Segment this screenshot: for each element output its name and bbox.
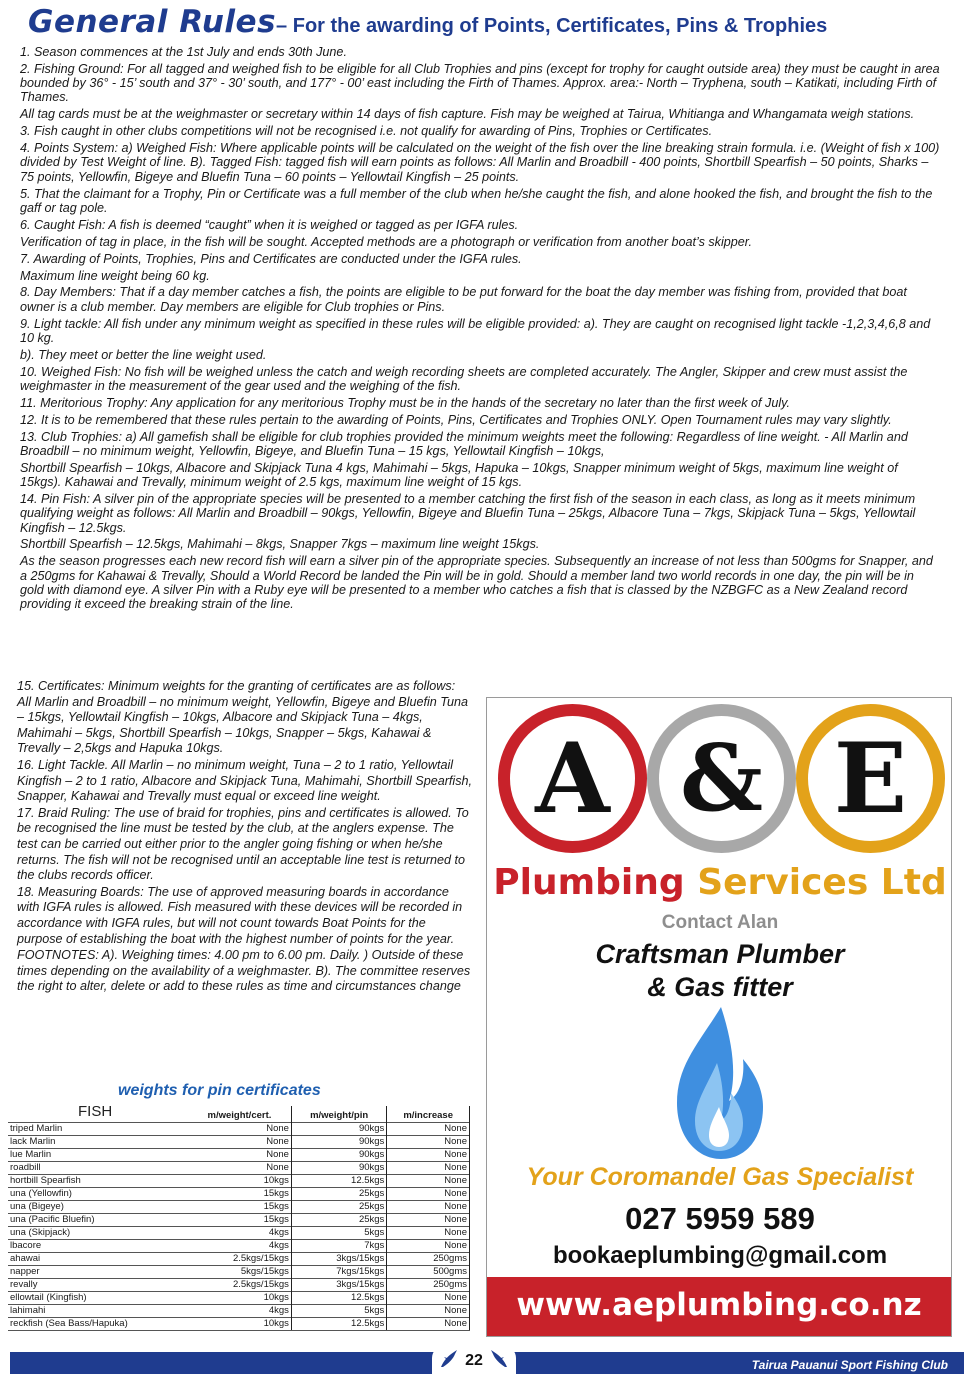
rule-paragraph: FOOTNOTES: A). Weighing times: 4.00 pm to 6.00 pm. Daily. ) Outside of these times depending on the availability of a weighmaster. B). The committee reserves the right to alter, delete or add to these rules as time and circumstances change xyxy=(17,948,471,994)
rule-paragraph: 15. Certificates: Minimum weights for the granting of certificates are as follows: All Marlin and Broadbill – no minimum weight, Yellowfin, Bigeye and Bluefin Tuna – 15kgs, Yellowtail Kingfish – 10kgs, Albacore and Skipjack Tuna – 4kgs, Mahimahi – 5kgs, Shortbill Spearfish – 10kgs, Snapper – 5kgs, Kahawai & Trevally – 2,5kgs and Hapuka 10kgs. xyxy=(17,679,469,756)
fish-name-cell: lahimahi xyxy=(8,1305,188,1318)
cert-weight-cell: 4kgs xyxy=(188,1227,291,1240)
rule-paragraph: All tag cards must be at the weighmaster or secretary within 14 days of fish capture. Fish may be weighed at Tairua, Whitianga and Whangamata weigh stations. xyxy=(20,107,915,122)
page-subtitle: – For the awarding of Points, Certificates, Pins & Trophies xyxy=(276,15,828,37)
cert-weight-cell: 15kgs xyxy=(188,1188,291,1201)
page-header xyxy=(28,4,958,44)
increase-cell: 500gms xyxy=(387,1266,470,1279)
cert-weight-cell: 15kgs xyxy=(188,1214,291,1227)
rule-paragraph: 4. Points System: a) Weighed Fish: Where applicable points will be calculated on the weight of the fish over the line breaking strain formula. i.e. (Weight of fish x 100) divided by Test Weight of line. B). Tagged Fish: tagged fish will earn points as follows: All Marlin and Broadbill - 400 points, Shortbill Spearfish – 50 points, Sharks – 75 points, Yellowfin, Bigeye and Bluefin Tuna – 60 points – Yellowtail Kingfish – 25 points. xyxy=(20,141,940,184)
rule-paragraph: Shortbill Spearfish – 10kgs, Albacore and Skipjack Tuna 4 kgs, Mahimahi – 5kgs, Hapuka – 10kgs, Snapper minimum weight of 5kgs, maximum line weight of 15kgs). Kahawai and Trevally, minimum weight of 2.5 kgs, maximum line weight of 15 kgs. xyxy=(20,460,898,490)
table-row xyxy=(8,1214,470,1227)
rule-paragraph: 2. Fishing Ground: For all tagged and weighed fish to be eligible for all Club Trophies and pins (except for trophy for caught outside area) they must be caught in area bounded by 36° - 15’ south and 37° - 30’ south, and 177° - 00’ east including the Firth of Thames. Approx. area:- North – Tryphena, south – Katikati, including Firth of Thames. xyxy=(20,61,940,105)
contact-name: Contact Alan xyxy=(661,912,779,933)
tagline-line1: Craftsman Plumber xyxy=(595,939,845,969)
email-address: bookaeplumbing@gmail.com xyxy=(552,1242,888,1269)
fish-name-cell: roadbill xyxy=(8,1162,188,1175)
rule-paragraph: 5. That the claimant for a Trophy, Pin or Certificate was a full member of the club when he/she caught the fish, and alone hooked the fish, and brought the fish to the gaff or tag pole. xyxy=(20,186,933,215)
cert-weight-cell: 4kgs xyxy=(188,1305,291,1318)
table-row xyxy=(8,1279,470,1292)
tagline xyxy=(487,938,953,1004)
pin-weight-cell: 3kgs/15kgs xyxy=(291,1279,386,1292)
pin-weight-cell: 25kgs xyxy=(291,1214,386,1227)
increase-cell: None xyxy=(387,1188,470,1201)
pin-weight-cell: 90kgs xyxy=(291,1123,386,1136)
letter-a-circle xyxy=(498,704,647,853)
cert-weight-cell: 2.5kgs/15kgs xyxy=(188,1253,291,1266)
cert-weight-cell: None xyxy=(188,1136,291,1149)
pin-weight-cell: 3kgs/15kgs xyxy=(291,1253,386,1266)
rule-paragraph: 11. Meritorious Trophy: Any application for any meritorious Trophy must be in the hands of the secretary no later than the first week of July. xyxy=(20,395,790,410)
business-name-part1: Plumbing xyxy=(493,862,685,903)
rule-paragraph: 7. Awarding of Points, Trophies, Pins and Certificates are conducted under the IGFA rules. xyxy=(20,251,522,266)
increase-cell: None xyxy=(387,1175,470,1188)
fish-name-cell: ellowtail (Kingfish) xyxy=(8,1292,188,1305)
gas-flame-icon xyxy=(659,1003,779,1163)
fish-name-cell: lbacore xyxy=(8,1240,188,1253)
increase-cell: None xyxy=(387,1162,470,1175)
fish-name-cell: lue Marlin xyxy=(8,1149,188,1162)
cert-weight-cell: 10kgs xyxy=(188,1318,291,1331)
table-row xyxy=(8,1136,470,1149)
rule-paragraph: 12. It is to be remembered that these rules pertain to the awarding of Points, Pins, Certificates and Trophies ONLY. Open Tournament rules may vary slightly. xyxy=(20,412,892,427)
increase-cell: None xyxy=(387,1227,470,1240)
letter-e: E xyxy=(833,722,908,835)
pin-weight-cell: 90kgs xyxy=(291,1149,386,1162)
rule-paragraph: 16. Light Tackle. All Marlin – no minimum weight, Tuna – 2 to 1 ratio, Yellowtail Kingfish – 2 to 1 ratio, Albacore and Skipjack Tuna, Mahimahi, Shortbill Spearfish, Snapper, Kahawai and Trevally must equal or exceed line weight. xyxy=(17,757,473,804)
website-band xyxy=(487,1277,951,1336)
cert-weight-cell: 15kgs xyxy=(188,1201,291,1214)
table-row xyxy=(8,1201,470,1214)
pin-weights-table-area xyxy=(8,1082,474,1334)
pin-weight-cell: 5kgs xyxy=(291,1305,386,1318)
club-name: Tairua Pauanui Sport Fishing Club xyxy=(751,1358,948,1372)
increase-cell: None xyxy=(387,1201,470,1214)
increase-cell: None xyxy=(387,1240,470,1253)
tagline-line2: & Gas fitter xyxy=(647,972,793,1002)
fish-name-cell: triped Marlin xyxy=(8,1123,188,1136)
table-row xyxy=(8,1188,470,1201)
increase-cell: None xyxy=(387,1318,470,1331)
cert-weight-cell: 2.5kgs/15kgs xyxy=(188,1279,291,1292)
fish-name-cell: napper xyxy=(8,1266,188,1279)
pin-weight-cell: 25kgs xyxy=(291,1201,386,1214)
table-row xyxy=(8,1305,470,1318)
table-row xyxy=(8,1266,470,1279)
rule-paragraph: 17. Braid Ruling: The use of braid for trophies, pins and certificates is allowed. To be recognised the line must be tested by the club, at the anglers expense. The test can be carried out either prior to the angler going fishing or when he/she returns. The fish will not be recognised until an acceptable line test is returned to the clubs records officer. xyxy=(17,805,469,883)
fish-name-cell: una (Yellowfin) xyxy=(8,1188,188,1201)
table-row xyxy=(8,1227,470,1240)
increase-cell: None xyxy=(387,1149,470,1162)
table-row xyxy=(8,1175,470,1188)
pin-weight-cell: 90kgs xyxy=(291,1136,386,1149)
column-header: m/weight/cert. xyxy=(188,1106,291,1123)
fish-name-cell: lack Marlin xyxy=(8,1136,188,1149)
increase-cell: None xyxy=(387,1292,470,1305)
increase-cell: None xyxy=(387,1136,470,1149)
rule-paragraph: Verification of tag in place, in the fish will be sought. Accepted methods are a photograph or verification from another boat’s skipper. xyxy=(20,234,753,249)
letter-a: A xyxy=(535,722,610,835)
phone-number: 027 5959 589 xyxy=(625,1201,815,1236)
increase-cell: None xyxy=(387,1123,470,1136)
page-number: 22 xyxy=(465,1352,483,1369)
rule-paragraph: As the season progresses each new record fish will earn a silver pin of the appropriate species. Subsequently an increase of not less than 500gms for Snapper, and a 250gms for Kahawai & Trevally, Should a World Record be landed the Pin will be in gold. Should a member land two world records in one day, the pin will be in gold with diamond eye. A silver Pin with a Ruby eye will be presented to a member who catches a fish that is classed by the NZBGFC as a New Zealand record providing it exceed the breaking strain of the line. xyxy=(20,554,933,612)
rule-paragraph: 6. Caught Fish: A fish is deemed “caught” when it is weighed or tagged as per IGFA rules. xyxy=(20,217,519,232)
pin-weights-table xyxy=(8,1106,470,1331)
rule-paragraph: 13. Club Trophies: a) All gamefish shall be eligible for club trophies provided the minimum weights meet the following: Regardless of line weight. - All Marlin and Broadbill – no minimum weight, Yellowfin, Bigeye, and Bluefin Tuna – 15 kgs, Yellowtail Kingfish – 10kgs, xyxy=(20,429,908,458)
fish-name-cell: ahawai xyxy=(8,1253,188,1266)
column-header: m/increase xyxy=(387,1106,470,1123)
rule-paragraph: 10. Weighed Fish: No fish will be weighed unless the catch and weigh recording sheets are completed accurately. The Angler, Skipper and crew must assist the weighmaster in the measurement of the gear used and the weighing of the fish. xyxy=(20,364,908,393)
cert-weight-cell: 10kgs xyxy=(188,1175,291,1188)
increase-cell: 250gms xyxy=(387,1279,470,1292)
pin-weight-cell: 5kgs xyxy=(291,1227,386,1240)
rule-paragraph: 8. Day Members: That if a day member catches a fish, the points are eligible to be put forward for the boat the day member was fishing from, provided that boat owner is a club member. Day members are eligible for Club trophies or Pins. xyxy=(20,285,907,314)
business-name-part2: Services Ltd xyxy=(697,862,947,903)
fish-name-cell: una (Skipjack) xyxy=(8,1227,188,1240)
pin-weight-cell: 25kgs xyxy=(291,1188,386,1201)
cert-weight-cell: 10kgs xyxy=(188,1292,291,1305)
increase-cell: None xyxy=(387,1214,470,1227)
pin-table-title: weights for pin certificates xyxy=(118,1082,321,1099)
rule-paragraph: 18. Measuring Boards: The use of approved measuring boards in accordance with IGFA rules is allowed. Fish measured with these devices will be recorded in accordance with IGFA rules, but will not count towards Boat Points for the purpose of establishing the boat with the highest number of points for the year. xyxy=(17,884,463,946)
specialist-slogan: Your Coromandel Gas Specialist xyxy=(526,1163,914,1191)
marlin-icon xyxy=(488,1348,510,1370)
table-row xyxy=(8,1162,470,1175)
cert-weight-cell: None xyxy=(188,1162,291,1175)
page-title: General Rules xyxy=(28,4,277,40)
fish-name-cell: una (Bigeye) xyxy=(8,1201,188,1214)
ampersand-circle xyxy=(647,704,796,853)
pin-weight-cell: 7kgs xyxy=(291,1240,386,1253)
increase-cell: 250gms xyxy=(387,1253,470,1266)
letter-e-circle xyxy=(796,704,945,853)
fish-column-header: FISH xyxy=(78,1103,113,1120)
table-row xyxy=(8,1253,470,1266)
rule-paragraph: Shortbill Spearfish – 12.5kgs, Mahimahi – 8kgs, Snapper 7kgs – maximum line weight 15kgs. xyxy=(20,537,540,552)
column-header: m/weight/pin xyxy=(291,1106,386,1123)
fish-name-cell: una (Pacific Bluefin) xyxy=(8,1214,188,1227)
pin-weight-cell: 90kgs xyxy=(291,1162,386,1175)
pin-table-body xyxy=(8,1123,470,1331)
business-name xyxy=(487,862,953,903)
pin-weight-cell: 12.5kgs xyxy=(291,1292,386,1305)
fish-name-cell: revally xyxy=(8,1279,188,1292)
rule-paragraph: Maximum line weight being 60 kg. xyxy=(20,268,210,283)
table-row xyxy=(8,1240,470,1253)
rules-full-width xyxy=(20,45,940,614)
cert-weight-cell: None xyxy=(188,1123,291,1136)
cert-weight-cell: 4kgs xyxy=(188,1240,291,1253)
rule-paragraph: 3. Fish caught in other clubs competitions will not be recognised i.e. not qualify for awarding of Pins, Trophies or Certificates. xyxy=(20,124,713,139)
table-row xyxy=(8,1292,470,1305)
cert-weight-cell: None xyxy=(188,1149,291,1162)
pin-weight-cell: 12.5kgs xyxy=(291,1318,386,1331)
table-row xyxy=(8,1123,470,1136)
rule-paragraph: b). They meet or better the line weight used. xyxy=(20,347,267,362)
pin-weight-cell: 7kgs/15kgs xyxy=(291,1266,386,1279)
rule-paragraph: 1. Season commences at the 1st July and ends 30th June. xyxy=(20,45,347,59)
table-row xyxy=(8,1318,470,1331)
increase-cell: None xyxy=(387,1305,470,1318)
ampersand: & xyxy=(679,724,764,832)
pin-weight-cell: 12.5kgs xyxy=(291,1175,386,1188)
website-url: www.aeplumbing.co.nz xyxy=(516,1287,922,1323)
fish-name-cell: reckfish (Sea Bass/Hapuka) xyxy=(8,1318,188,1331)
table-row xyxy=(8,1149,470,1162)
rules-left-column xyxy=(17,679,472,996)
rule-paragraph: 14. Pin Fish: A silver pin of the appropriate species will be presented to a member catching the first fish of the season in each class, as long as it meets minimum qualifying weight as follows: All Marlin and Broadbill – 90kgs, Yellowfin, Bigeye and Bluefin Tuna – 25kgs, Albacore Tuna – 7kgs, Skipjack Tuna – 5kgs, Yellowtail Kingfish – 12.5kgs. xyxy=(20,492,916,535)
cert-weight-cell: 5kgs/15kgs xyxy=(188,1266,291,1279)
marlin-icon xyxy=(438,1348,460,1370)
plumbing-advertisement xyxy=(486,697,952,1337)
fish-name-cell: hortbill Spearfish xyxy=(8,1175,188,1188)
rule-paragraph: 9. Light tackle: All fish under any minimum weight as specified in these rules will be eligible provided: a). They are caught on recognised light tackle -1,2,3,4,6,8 and 10 kg. xyxy=(20,316,931,345)
